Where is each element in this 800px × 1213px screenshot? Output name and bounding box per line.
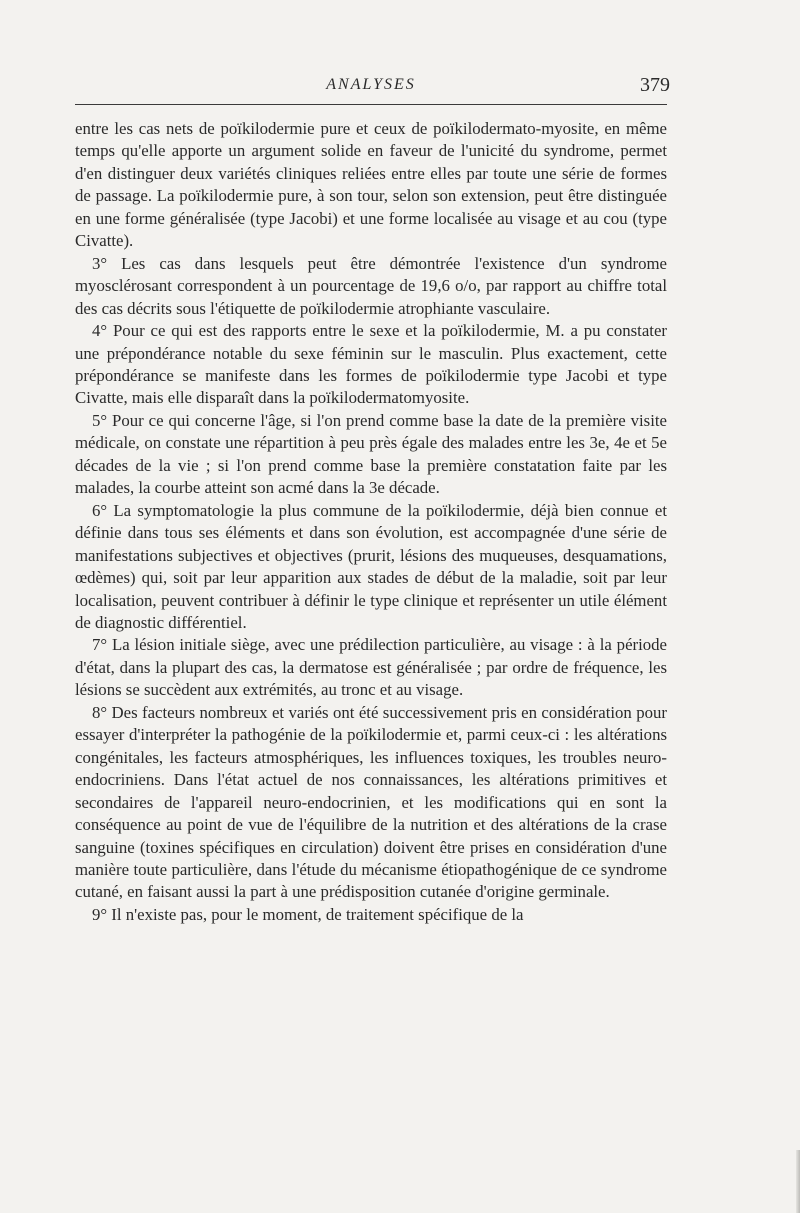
body-text (75, 118, 667, 926)
paragraph-1-continuation: entre les cas nets de poïkilodermie pure et ceux de poïkilodermato-myosite, en même temps qu'elle apporte un argument solide en faveur de l'unicité du syndrome, permet d'en distinguer deux variétés cliniques reliées entre elles par toute une série de formes de passage. La poïkilodermie pure, à son tour, selon son extension, peut être distinguée en une forme généralisée (type Jacobi) et une forme localisée au visage et au cou (type Civatte). (75, 119, 667, 251)
paragraph-point-4: 4° Pour ce qui est des rapports entre le sexe et la poïkilodermie, M. a pu constater une prépondérance notable du sexe féminin sur le masculin. Plus exactement, cette prépondérance se manifeste dans les formes de poïkilodermie type Jacobi et type Civatte, mais elle disparaît dans la poïkilodermatomyosite. (75, 321, 667, 408)
paragraph-point-5: 5° Pour ce qui concerne l'âge, si l'on prend comme base la date de la première visite médicale, on constate une répartition à peu près égale des malades entre les 3e, 4e et 5e décades de la vie ; si l'on prend comme base la première constatation faite par les malades, la courbe atteint son acmé dans la 3e décade. (75, 410, 667, 498)
paragraph-point-6: 6° La symptomatologie la plus commune de la poïkilodermie, déjà bien connue et définie dans tous ses éléments et dans son évolution, est accompagnée d'une série de manifestations subjectives et objectives (prurit, lésions des muqueuses, desquamations, œdèmes) qui, soit par leur apparition aux stades de début de la maladie, soit par leur localisation, peuvent contribuer à définir le type clinique et représenter un utile élément de diagnostic différentiel. (75, 500, 667, 632)
page-number: 379 (640, 74, 670, 96)
page-header (75, 70, 670, 105)
running-head: ANALYSES (326, 76, 416, 93)
paragraph-point-8: 8° Des facteurs nombreux et variés ont été successivement pris en considération pour essayer d'interpréter la pathogénie de la poïkilodermie et, parmi ceux-ci : les altérations congénitales, les facteurs atmosphériques, les influences toxiques, les troubles neuro-endocriniens. Dans l'état actuel de nos connaissances, les altérations primitives et secondaires de l'appareil neuro-endocrinien, et les modifications qui en sont la conséquence au point de vue de l'équilibre de la nutrition et des altérations de la crase sanguine (toxines spécifiques en circulation) doivent être prises en considération d'une manière toute particulière, dans l'étude du mécanisme étiopathogénique de ce syndrome cutané, en faisant aussi la part à une prédisposition cutanée d'origine germinale. (75, 702, 667, 902)
page-edge-shadow (796, 1150, 800, 1213)
paragraph-point-9: 9° Il n'existe pas, pour le moment, de traitement spécifique de la (92, 904, 524, 924)
paragraph-point-3: 3° Les cas dans lesquels peut être démontrée l'existence d'un syndrome myosclérosant correspondent à un pourcentage de 19,6 o/o, par rapport au chiffre total des cas décrits sous l'étiquette de poïkilodermie atrophiante vasculaire. (75, 253, 667, 318)
paragraph-point-7: 7° La lésion initiale siège, avec une prédilection particulière, au visage : à la période d'état, dans la plupart des cas, la dermatose est généralisée ; par ordre de fréquence, les lésions se succèdent aux extrémités, au tronc et au visage. (75, 635, 667, 700)
